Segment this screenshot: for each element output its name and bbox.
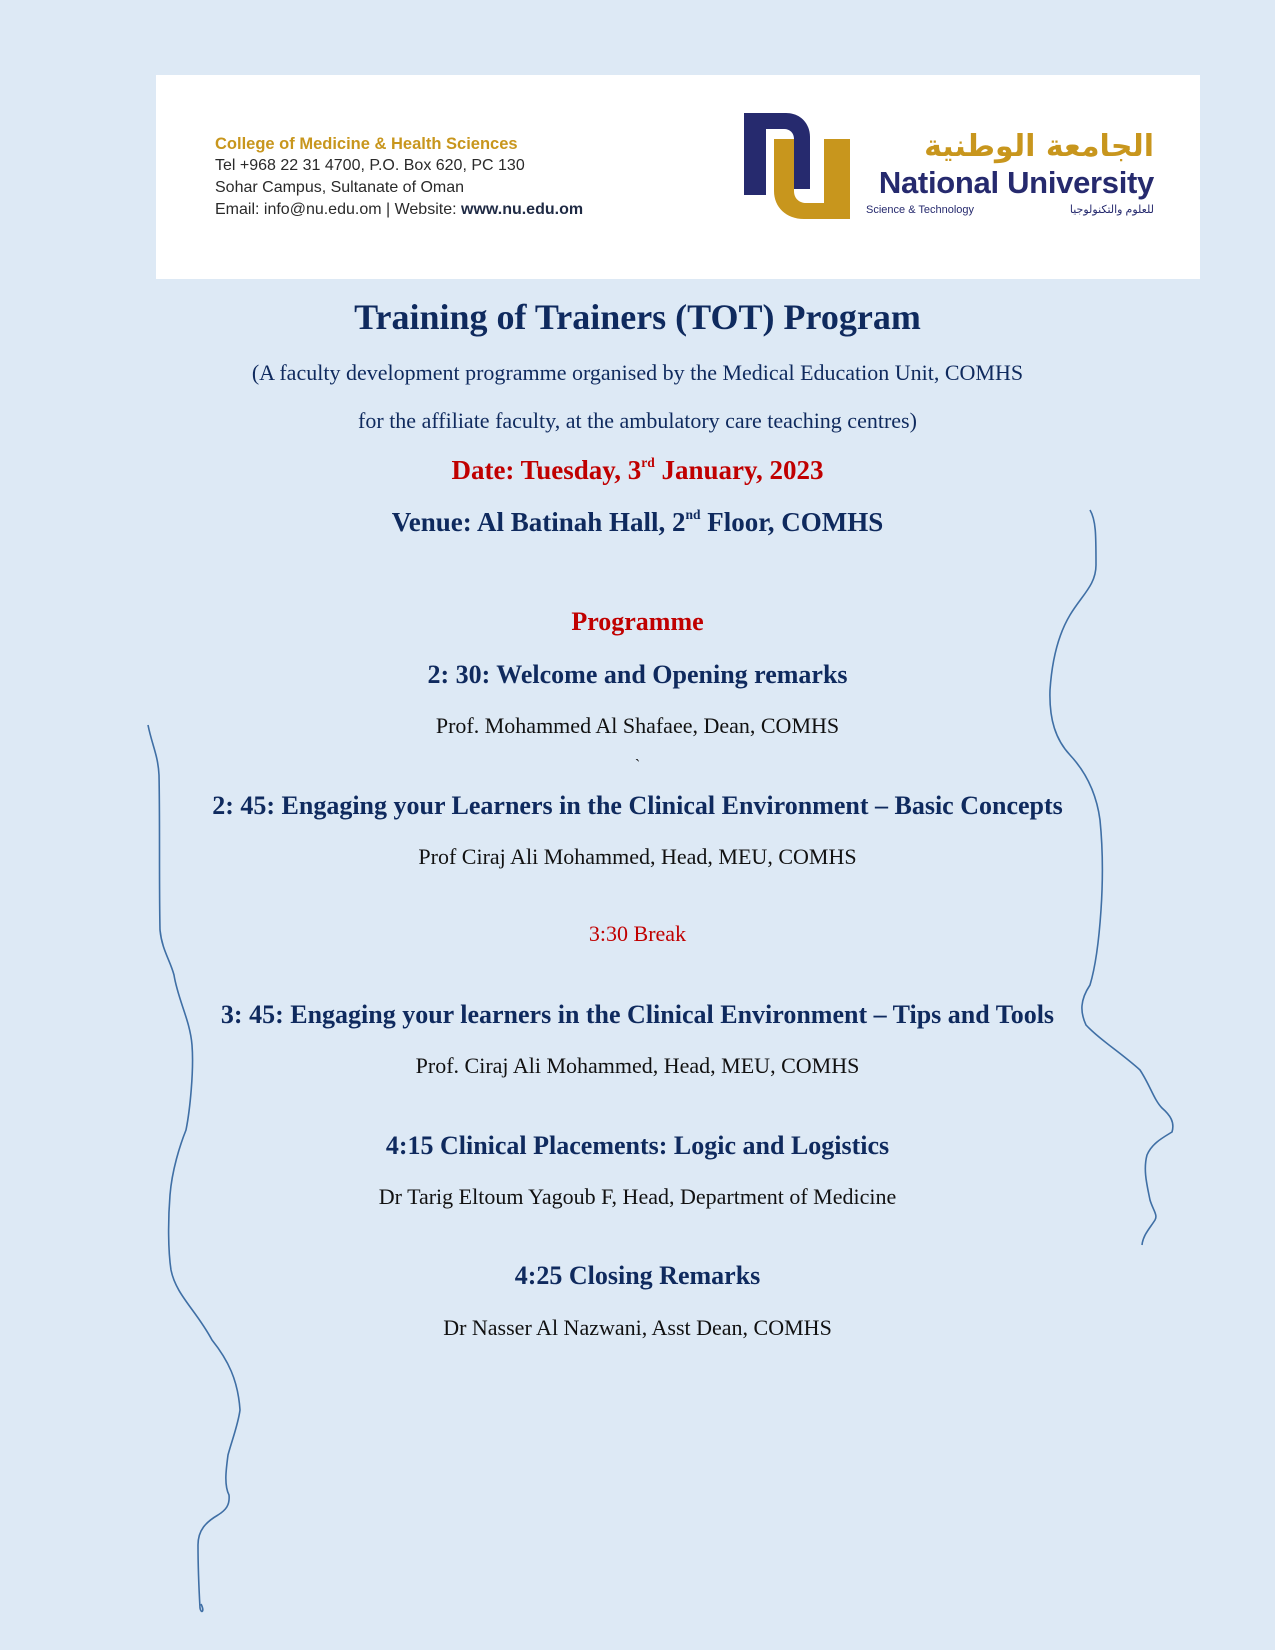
- subtitle-line-2: for the affiliate faculty, at the ambulatory care teaching centres): [358, 408, 917, 433]
- session-title: 4:15 Clinical Placements: Logic and Logistics: [385, 1131, 890, 1160]
- university-logo-icon: [744, 111, 854, 221]
- session-title: 3: 45: Engaging your learners in the Clinical Environment – Tips and Tools: [220, 1000, 1055, 1029]
- subtitle-line-1: (A faculty development programme organised by the Medical Education Unit, COMHS: [251, 360, 1024, 385]
- tagline-english: Science & Technology: [866, 204, 975, 216]
- session-speaker: Dr Tarig Eltoum Yagoub F, Head, Department of Medicine: [378, 1184, 897, 1209]
- page-title: Training of Trainers (TOT) Program: [354, 297, 921, 337]
- session-speaker: Prof Ciraj Ali Mohammed, Head, MEU, COMHS: [418, 844, 857, 869]
- contact-campus: Sohar Campus, Sultanate of Oman: [215, 179, 465, 196]
- event-date: Date: Tuesday, 3rd January, 2023: [451, 454, 824, 485]
- letterhead: [156, 75, 1200, 279]
- session-speaker: Prof. Ciraj Ali Mohammed, Head, MEU, COMHS: [415, 1053, 860, 1078]
- university-name-arabic: الجامعة الوطنية: [924, 129, 1154, 164]
- event-venue: Venue: Al Batinah Hall, 2nd Floor, COMHS: [391, 506, 884, 537]
- session-title: 4:25 Closing Remarks: [514, 1261, 761, 1290]
- college-name: College of Medicine & Health Sciences: [215, 135, 518, 153]
- contact-tel: Tel +968 22 31 4700, P.O. Box 620, PC 130: [215, 157, 525, 174]
- session-speaker: Dr Nasser Al Nazwani, Asst Dean, COMHS: [443, 1315, 832, 1340]
- session-speaker: Prof. Mohammed Al Shafaee, Dean, COMHS: [435, 713, 840, 738]
- stray-mark: `: [634, 757, 641, 774]
- tagline-arabic: للعلوم والتكنولوجيا: [1069, 204, 1154, 216]
- session-title: 2: 30: Welcome and Opening remarks: [427, 660, 848, 689]
- contact-email: Email: info@nu.edu.om | Website:: [215, 201, 461, 218]
- university-name: National University: [878, 165, 1154, 200]
- website-link[interactable]: www.nu.edu.om: [461, 201, 584, 218]
- programme-heading: Programme: [571, 607, 704, 636]
- contact-block: [215, 133, 583, 221]
- session-title: 2: 45: Engaging your Learners in the Clinical Environment – Basic Concepts: [212, 791, 1063, 820]
- contact-email-line: [215, 199, 583, 221]
- break-label: 3:30 Break: [588, 921, 687, 946]
